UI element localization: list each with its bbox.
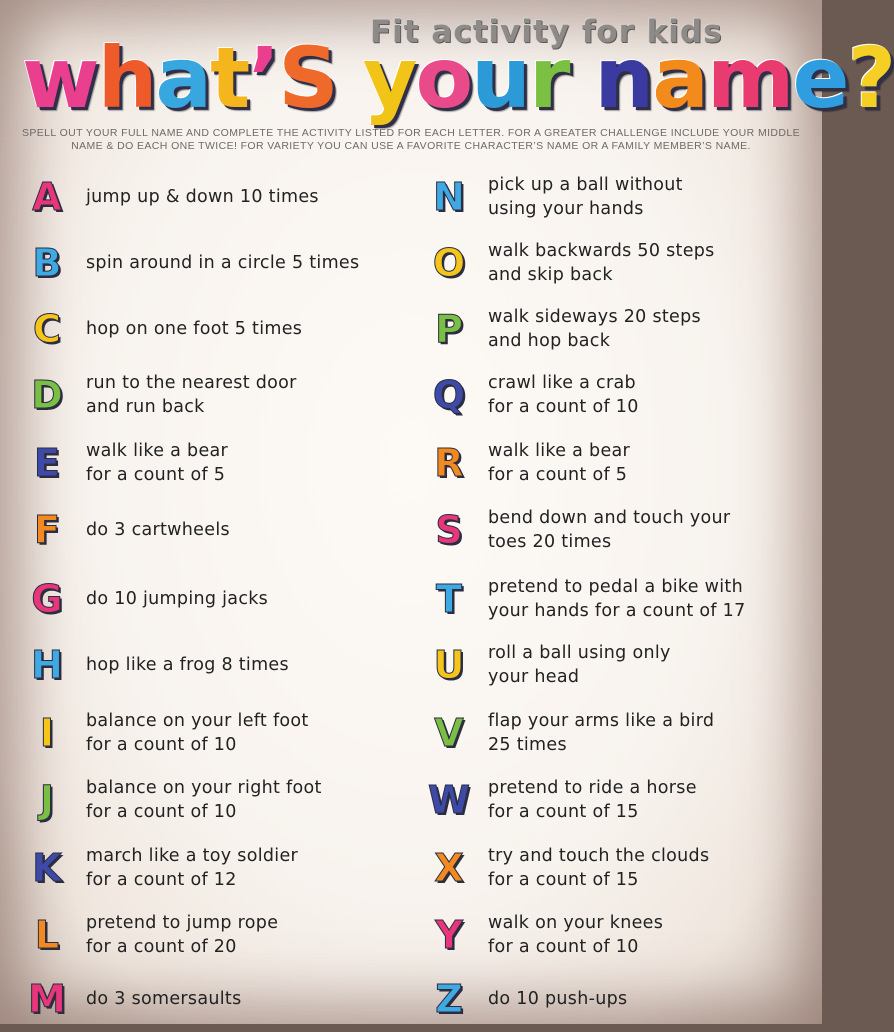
activity-text: walk on your knees for a count of 10 <box>488 913 664 957</box>
activity-letter: I <box>39 711 55 755</box>
activity-item-v <box>424 700 714 766</box>
title-letter: w <box>22 29 98 127</box>
activity-letter: M <box>28 977 66 1021</box>
activity-item-s <box>424 497 730 563</box>
activity-text: pretend to jump rope for a count of 20 <box>86 913 279 957</box>
activity-item-f <box>22 497 230 563</box>
activity-letter: Q <box>432 373 466 417</box>
activity-item-r <box>424 430 630 496</box>
activity-letter: V <box>434 711 464 755</box>
activity-letter: C <box>33 307 61 351</box>
activity-item-y <box>424 902 663 968</box>
activity-letter: T <box>436 577 462 621</box>
activity-text: run to the nearest door and run back <box>86 373 297 417</box>
activity-text: spin around in a circle 5 times <box>86 253 360 273</box>
activity-text: walk backwards 50 steps and skip back <box>488 241 715 285</box>
activity-letter: P <box>435 307 463 351</box>
poster-title <box>22 28 894 128</box>
title-letter: r <box>528 29 569 127</box>
activity-item-m <box>22 966 241 1032</box>
activity-letter: L <box>34 913 60 957</box>
title-letter: ’ <box>248 29 279 127</box>
activity-item-n <box>424 164 683 230</box>
activity-text: walk sideways 20 steps and hop back <box>488 307 701 351</box>
activity-item-w <box>424 767 697 833</box>
activity-item-b <box>22 230 359 296</box>
activity-item-i <box>22 700 309 766</box>
title-letter: h <box>97 29 156 127</box>
activity-item-t <box>424 566 746 632</box>
activity-letter: K <box>32 846 62 890</box>
activity-text: do 10 push-ups <box>488 989 628 1009</box>
activity-text: flap your arms like a bird 25 times <box>488 711 715 755</box>
instructions: SPELL OUT YOUR FULL NAME AND COMPLETE THE ACTIVITY LISTED FOR EACH LETTER. FOR A GREATER CHALLENGE INCLUDE YOUR MIDDLE NAME & DO EACH ONE TWICE! FOR VARIETY YOU CAN USE A FAVORITE CHARACTER’S NAME OR A FAMILY MEMBER’S NAME. <box>21 127 801 152</box>
activity-letter: R <box>434 441 464 485</box>
activity-letter: X <box>434 846 464 890</box>
activity-letter: Z <box>435 977 463 1021</box>
activity-letter: G <box>31 577 63 621</box>
activity-item-q <box>424 362 639 428</box>
activity-item-u <box>424 632 671 698</box>
activity-letter: Y <box>435 913 463 957</box>
activity-text: balance on your right foot for a count of 10 <box>86 778 322 822</box>
activity-item-o <box>424 230 715 296</box>
activity-item-g <box>22 566 268 632</box>
activity-text: pretend to ride a horse for a count of 15 <box>488 778 697 822</box>
activity-item-c <box>22 296 302 362</box>
activity-item-h <box>22 632 289 698</box>
activity-text: crawl like a crab for a count of 10 <box>488 373 639 417</box>
activity-text: walk like a bear for a count of 5 <box>488 441 631 485</box>
title-letter: a <box>155 29 211 127</box>
activity-letter: S <box>435 508 463 552</box>
activity-text: bend down and touch your toes 20 times <box>488 508 731 552</box>
activity-letter: B <box>32 241 62 285</box>
activity-letter: N <box>433 175 465 219</box>
activity-item-p <box>424 296 701 362</box>
activity-item-z <box>424 966 627 1032</box>
activity-text: roll a ball using only your head <box>488 643 671 687</box>
activity-text: do 3 somersaults <box>86 989 242 1009</box>
activity-text: hop on one foot 5 times <box>86 319 303 339</box>
activity-letter: A <box>32 175 62 219</box>
title-letter: u <box>471 29 529 127</box>
activity-text: pretend to pedal a bike with your hands for a count of 17 <box>488 577 746 621</box>
activity-letter: E <box>34 441 60 485</box>
title-letter: t <box>210 29 249 127</box>
title-letter: n <box>594 29 653 127</box>
activity-letter: D <box>31 373 63 417</box>
activity-text: walk like a bear for a count of 5 <box>86 441 229 485</box>
title-letter: y <box>362 29 416 127</box>
activity-letter: O <box>432 241 466 285</box>
activity-item-e <box>22 430 228 496</box>
activity-letter: J <box>39 778 55 822</box>
activity-letter: W <box>428 778 470 822</box>
activity-text: do 3 cartwheels <box>86 520 230 540</box>
subtitle: Fit activity for kids <box>370 14 723 50</box>
activity-letter: H <box>31 643 63 687</box>
title-letter: a <box>652 29 707 127</box>
title-letter: ? <box>847 29 894 127</box>
activity-item-d <box>22 362 297 428</box>
title-letter: S <box>278 29 337 127</box>
activity-text: balance on your left foot for a count of 10 <box>86 711 309 755</box>
activity-text: do 10 jumping jacks <box>86 589 269 609</box>
activity-item-j <box>22 767 322 833</box>
activity-item-l <box>22 902 278 968</box>
activity-item-x <box>424 835 709 901</box>
activity-letter: F <box>34 508 60 552</box>
activity-letter: U <box>433 643 465 687</box>
title-letter: e <box>792 29 848 127</box>
activity-item-a <box>22 164 319 230</box>
activity-item-k <box>22 835 298 901</box>
activity-text: march like a toy soldier for a count of 12 <box>86 846 299 890</box>
title-letter: m <box>706 29 793 127</box>
activity-text: jump up & down 10 times <box>86 187 319 207</box>
title-letter: o <box>415 29 472 127</box>
activity-text: try and touch the clouds for a count of 15 <box>488 846 710 890</box>
activity-text: hop like a frog 8 times <box>86 655 289 675</box>
activity-text: pick up a ball without using your hands <box>488 175 683 219</box>
